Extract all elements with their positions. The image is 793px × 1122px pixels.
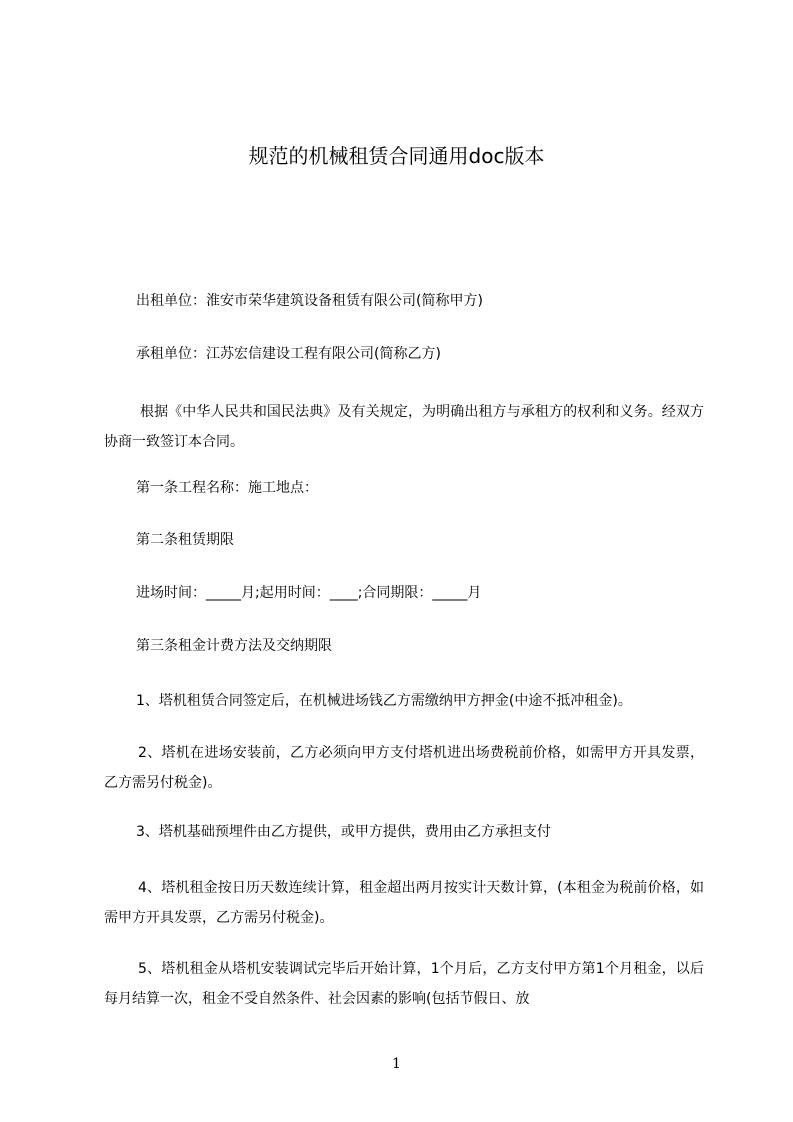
lessee-line: 承租单位：江苏宏信建设工程有限公司(简称乙方) — [136, 346, 441, 362]
lease-term-line: 进场时间：_____月;起用时间：____;合同期限：_____月 — [136, 585, 482, 601]
page-number: 1 — [392, 1056, 401, 1072]
preamble-paragraph: 根据《中华人民共和国民法典》及有关规定，为明确出租方与承租方的权利和义务。经双方协商一致签订本合同。 — [104, 404, 704, 450]
article-2-heading: 第二条租赁期限 — [136, 532, 234, 548]
clause-1: 1、塔机租赁合同签定后，在机械进场钱乙方需缴纳甲方押金(中途不抵冲租金)。 — [136, 693, 632, 709]
clause-4: 4、塔机租金按日历天数连续计算，租金超出两月按实计天数计算，(本租金为税前价格，如需甲方开具发票，乙方需另付税金)。 — [104, 880, 704, 926]
lessor-line: 出租单位：淮安市荣华建筑设备租赁有限公司(简称甲方) — [136, 293, 483, 309]
clause-3: 3、塔机基础预埋件由乙方提供，或甲方提供，费用由乙方承担支付 — [136, 824, 551, 840]
clause-2: 2、塔机在进场安装前，乙方必须向甲方支付塔机进出场费税前价格，如需甲方开具发票，乙方需另付税金)。 — [104, 745, 704, 791]
document-title: 规范的机械租赁合同通用doc版本 — [248, 144, 545, 168]
clause-5: 5、塔机租金从塔机安装调试完毕后开始计算，1个月后，乙方支付甲方第1个月租金，以后每月结算一次，租金不受自然条件、社会因素的影响(包括节假日、放 — [104, 961, 704, 1007]
article-1-heading: 第一条工程名称：施工地点： — [136, 480, 318, 496]
article-3-heading: 第三条租金计费方法及交纳期限 — [136, 638, 332, 654]
